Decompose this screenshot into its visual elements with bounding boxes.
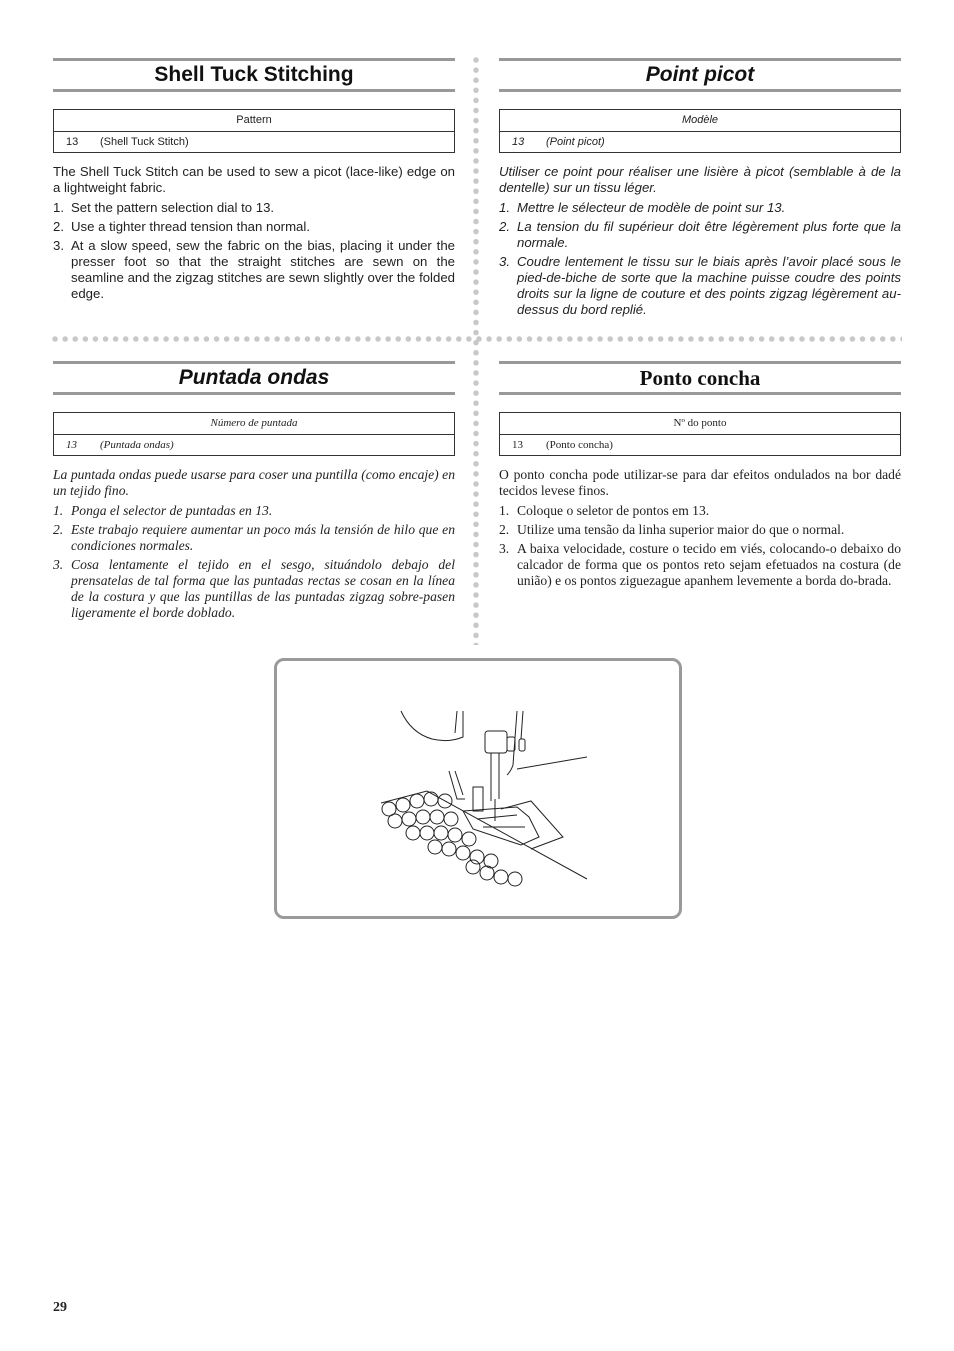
section-title: Point picot: [499, 58, 901, 92]
step-item: [499, 503, 901, 519]
fabric-back-line: [517, 757, 587, 769]
pattern-number: 13: [512, 439, 523, 451]
pattern-number: 13: [66, 136, 79, 148]
section-title: Ponto concha: [499, 361, 901, 395]
steps-list: [499, 503, 901, 589]
step-number: 2.: [53, 219, 64, 234]
step-number: 2.: [499, 219, 510, 234]
pattern-table-row: [54, 132, 454, 152]
step-text: Mettre le sélecteur de modèle de point sur 13.: [517, 200, 786, 215]
pattern-table-header: Número de puntada: [54, 413, 454, 435]
section-title: Puntada ondas: [53, 361, 455, 395]
step-item: [499, 219, 901, 251]
step-text: Coloque o seletor de pontos em 13.: [517, 503, 710, 518]
step-number: 3.: [499, 254, 510, 269]
step-text: Coudre lentement le tissu sur le biais après l’avoir placé sous le pied-de-biche de sorte que la machine puisse coudre des points droits sur la ligne de couture et des points zigzag légèrement au-dessus du bord replié.: [517, 254, 901, 317]
machine-head: [401, 711, 463, 741]
intro-text: Utiliser ce point pour réaliser une lisière à picot (semblable à de la dentelle) sur un tissu léger.: [499, 164, 901, 195]
step-text: Ponga el selector de puntadas en 13.: [71, 503, 273, 518]
step-number: 3.: [53, 238, 64, 253]
pattern-table-header: Modèle: [500, 110, 900, 132]
pattern-table-row: [54, 435, 454, 455]
step-text: La tension du fil supérieur doit être légèrement plus forte que la normale.: [517, 219, 901, 250]
pattern-table-header: Pattern: [54, 110, 454, 132]
section-portuguese: [499, 361, 901, 592]
pattern-name: (Point picot): [546, 136, 605, 148]
step-item: [499, 541, 901, 589]
shell-stitches: [382, 792, 522, 886]
steps-list: [53, 200, 455, 302]
section-body: [499, 164, 901, 318]
step-text: Este trabajo requiere aumentar un poco más la tensión de hilo que en condiciones normales.: [71, 522, 455, 553]
fabric-edge: [381, 791, 587, 879]
step-item: [53, 238, 455, 302]
step-number: 1.: [499, 503, 510, 518]
step-number: 3.: [499, 541, 510, 556]
section-french: [499, 58, 901, 321]
step-item: [53, 200, 455, 216]
section-body: [499, 467, 901, 589]
step-number: 1.: [53, 200, 64, 215]
sewing-machine-presser-foot-illustration: [277, 661, 679, 916]
step-item: [53, 522, 455, 554]
step-item: [499, 200, 901, 216]
pattern-number: 13: [512, 136, 525, 148]
presser-foot: [463, 807, 539, 845]
pattern-name: (Ponto concha): [546, 439, 613, 451]
step-item: [53, 557, 455, 621]
pattern-number: 13: [66, 439, 77, 451]
page-number: 29: [53, 1300, 67, 1315]
step-item: [53, 503, 455, 519]
section-body: [53, 164, 455, 302]
section-body: [53, 467, 455, 621]
step-text: A baixa velocidade, costure o tecido em viés, colocando-o debaixo do calcador de forma que os pontos reto sejam efetuados na costura (de união) e os pontos ziguezague apanhem levemente a borda do-brada.: [517, 541, 901, 588]
pattern-name: (Puntada ondas): [100, 439, 174, 451]
pattern-table-header: Nº do ponto: [500, 413, 900, 435]
step-number: 1.: [53, 503, 64, 518]
steps-list: [53, 503, 455, 621]
step-text: Utilize uma tensão da linha superior maior do que o normal.: [517, 522, 845, 537]
sewing-illustration-frame: [274, 658, 682, 919]
step-item: [53, 219, 455, 235]
step-number: 2.: [53, 522, 64, 537]
step-text: Cosa lentamente el tejido en el sesgo, situándolo debajo del prensatelas de tal forma que las puntadas rectas se cosan en la línea de la costura y que las puntillas de las puntadas zigzag sobre-pasen ligeramente el borde doblado.: [71, 557, 455, 620]
horizontal-dotted-divider: [50, 336, 902, 342]
vertical-dotted-divider: [473, 55, 479, 645]
step-number: 3.: [53, 557, 64, 572]
step-text: Set the pattern selection dial to 13.: [71, 200, 275, 215]
pattern-table: [53, 412, 455, 456]
section-title: Shell Tuck Stitching: [53, 58, 455, 92]
pattern-table-row: [500, 435, 900, 455]
pattern-table: [499, 109, 901, 153]
pattern-table-row: [500, 132, 900, 152]
section-spanish: [53, 361, 455, 624]
needle-clamp: [485, 731, 507, 753]
pattern-name: (Shell Tuck Stitch): [100, 136, 189, 148]
intro-text: La puntada ondas puede usarse para coser una puntilla (como encaje) en un tejido fino.: [53, 467, 455, 498]
thumb-screw: [519, 739, 525, 751]
step-text: Use a tighter thread tension than normal.: [71, 219, 310, 234]
step-item: [499, 522, 901, 538]
section-english: [53, 58, 455, 305]
step-number: 1.: [499, 200, 510, 215]
step-number: 2.: [499, 522, 510, 537]
intro-text: O ponto concha pode utilizar-se para dar efeitos ondulados na bor dadé tecidos levese finos.: [499, 467, 901, 498]
steps-list: [499, 200, 901, 318]
presser-bar: [473, 787, 483, 811]
pattern-table: [499, 412, 901, 456]
pattern-table: [53, 109, 455, 153]
step-item: [499, 254, 901, 318]
intro-text: The Shell Tuck Stitch can be used to sew a picot (lace-like) edge on a lightweight fabric.: [53, 164, 455, 195]
step-text: At a slow speed, sew the fabric on the bias, placing it under the presser foot so that the straight stitches are sewn on the seamline and the zigzag stitches are sewn slightly over the folded edge.: [71, 238, 455, 301]
